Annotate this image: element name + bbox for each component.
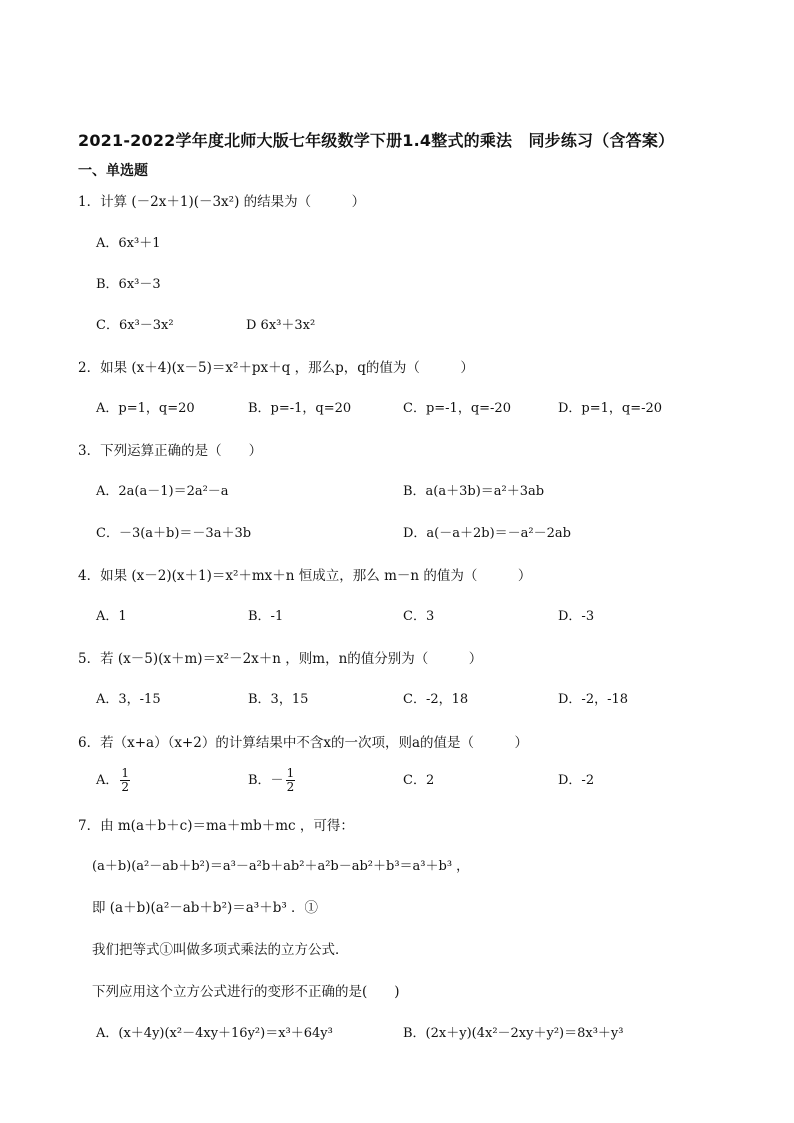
question-6-option-c[interactable]: C．2: [403, 773, 435, 788]
fraction-numerator: 1: [286, 766, 295, 780]
question-6-option-d[interactable]: D．-2: [558, 773, 595, 788]
question-7-formula: 即 (a＋b)(a²－ab＋b²)＝a³＋b³ ．①: [92, 900, 319, 916]
question-3-option-b[interactable]: B．a(a＋3b)＝a²＋3ab: [403, 484, 545, 499]
question-2-option-a[interactable]: A．p=1，q=20: [96, 401, 195, 416]
question-4-option-d[interactable]: D．-3: [558, 609, 595, 624]
question-1-option-b[interactable]: B．6x³－3: [96, 277, 161, 292]
question-7-derivation: (a＋b)(a²－ab＋b²)＝a³－a²b＋ab²＋a²b－ab²＋b³＝a³＋b³ ，: [92, 859, 470, 874]
fraction-one-half: [120, 767, 130, 794]
question-6-option-a[interactable]: [96, 766, 130, 796]
question-2-option-c[interactable]: C．p=-1，q=-20: [403, 401, 511, 416]
question-7-option-a[interactable]: A．(x＋4y)(x²－4xy＋16y²)＝x³＋64y³: [96, 1026, 333, 1041]
question-3-option-c[interactable]: C．－3(a＋b)＝－3a＋3b: [96, 526, 252, 541]
fraction-denominator: 2: [286, 780, 295, 794]
question-2-option-b[interactable]: B．p=-1，q=20: [248, 401, 352, 416]
question-1-option-c[interactable]: C．6x³－3x²: [96, 318, 174, 333]
question-4-option-c[interactable]: C．3: [403, 609, 435, 624]
question-7-option-b[interactable]: B．(2x＋y)(4x²－2xy＋y²)＝8x³＋y³: [403, 1026, 624, 1041]
question-4-option-b[interactable]: B．-1: [248, 609, 284, 624]
section-heading: 一、单选题: [78, 163, 148, 179]
question-3-option-d[interactable]: D．a(－a＋2b)＝－a²－2ab: [403, 526, 571, 541]
question-1-option-a[interactable]: A．6x³＋1: [96, 236, 161, 251]
question-3-option-a[interactable]: A．2a(a－1)＝2a²－a: [96, 484, 229, 499]
question-1-option-d[interactable]: D 6x³＋3x²: [246, 318, 316, 333]
question-6-option-b[interactable]: [248, 766, 295, 796]
question-4-option-a[interactable]: A．1: [96, 609, 127, 624]
question-4-stem: 4．如果 (x－2)(x＋1)＝x²＋mx＋n 恒成立，那么 m－n 的值为（ ）: [78, 568, 532, 584]
question-6-option-a-label: A．: [96, 773, 119, 788]
question-6-option-b-label: B．－: [248, 773, 284, 788]
question-6-stem: 6．若（x+a）（x+2）的计算结果中不含x的一次项，则a的值是（ ）: [78, 735, 528, 751]
question-5-option-a[interactable]: A．3，-15: [96, 692, 161, 707]
fraction-numerator: 1: [121, 766, 130, 780]
fraction-one-half: [286, 767, 296, 794]
question-2-option-d[interactable]: D．p=1，q=-20: [558, 401, 663, 416]
question-7-prompt: 下列应用这个立方公式进行的变形不正确的是( ): [92, 984, 400, 1000]
question-7-stem: 7．由 m(a＋b＋c)＝ma＋mb＋mc ，可得：: [78, 818, 354, 834]
question-5-option-c[interactable]: C．-2，18: [403, 692, 469, 707]
fraction-denominator: 2: [121, 780, 130, 794]
question-7-definition: 我们把等式①叫做多项式乘法的立方公式．: [92, 942, 349, 958]
question-5-stem: 5．若 (x－5)(x＋m)＝x²－2x＋n ，则m，n的值分别为（ ）: [78, 651, 483, 667]
question-2-stem: 2．如果 (x＋4)(x－5)＝x²＋px＋q ，那么p，q的值为（ ）: [78, 360, 474, 376]
page-title: 2021-2022学年度北师大版七年级数学下册1.4整式的乘法 同步练习（含答案）: [78, 131, 675, 150]
question-5-option-d[interactable]: D．-2，-18: [558, 692, 629, 707]
question-3-stem: 3．下列运算正确的是（ ）: [78, 443, 263, 459]
question-1-stem: 1．计算 (－2x＋1)(－3x²) 的结果为（ ）: [78, 194, 366, 210]
question-5-option-b[interactable]: B．3，15: [248, 692, 309, 707]
